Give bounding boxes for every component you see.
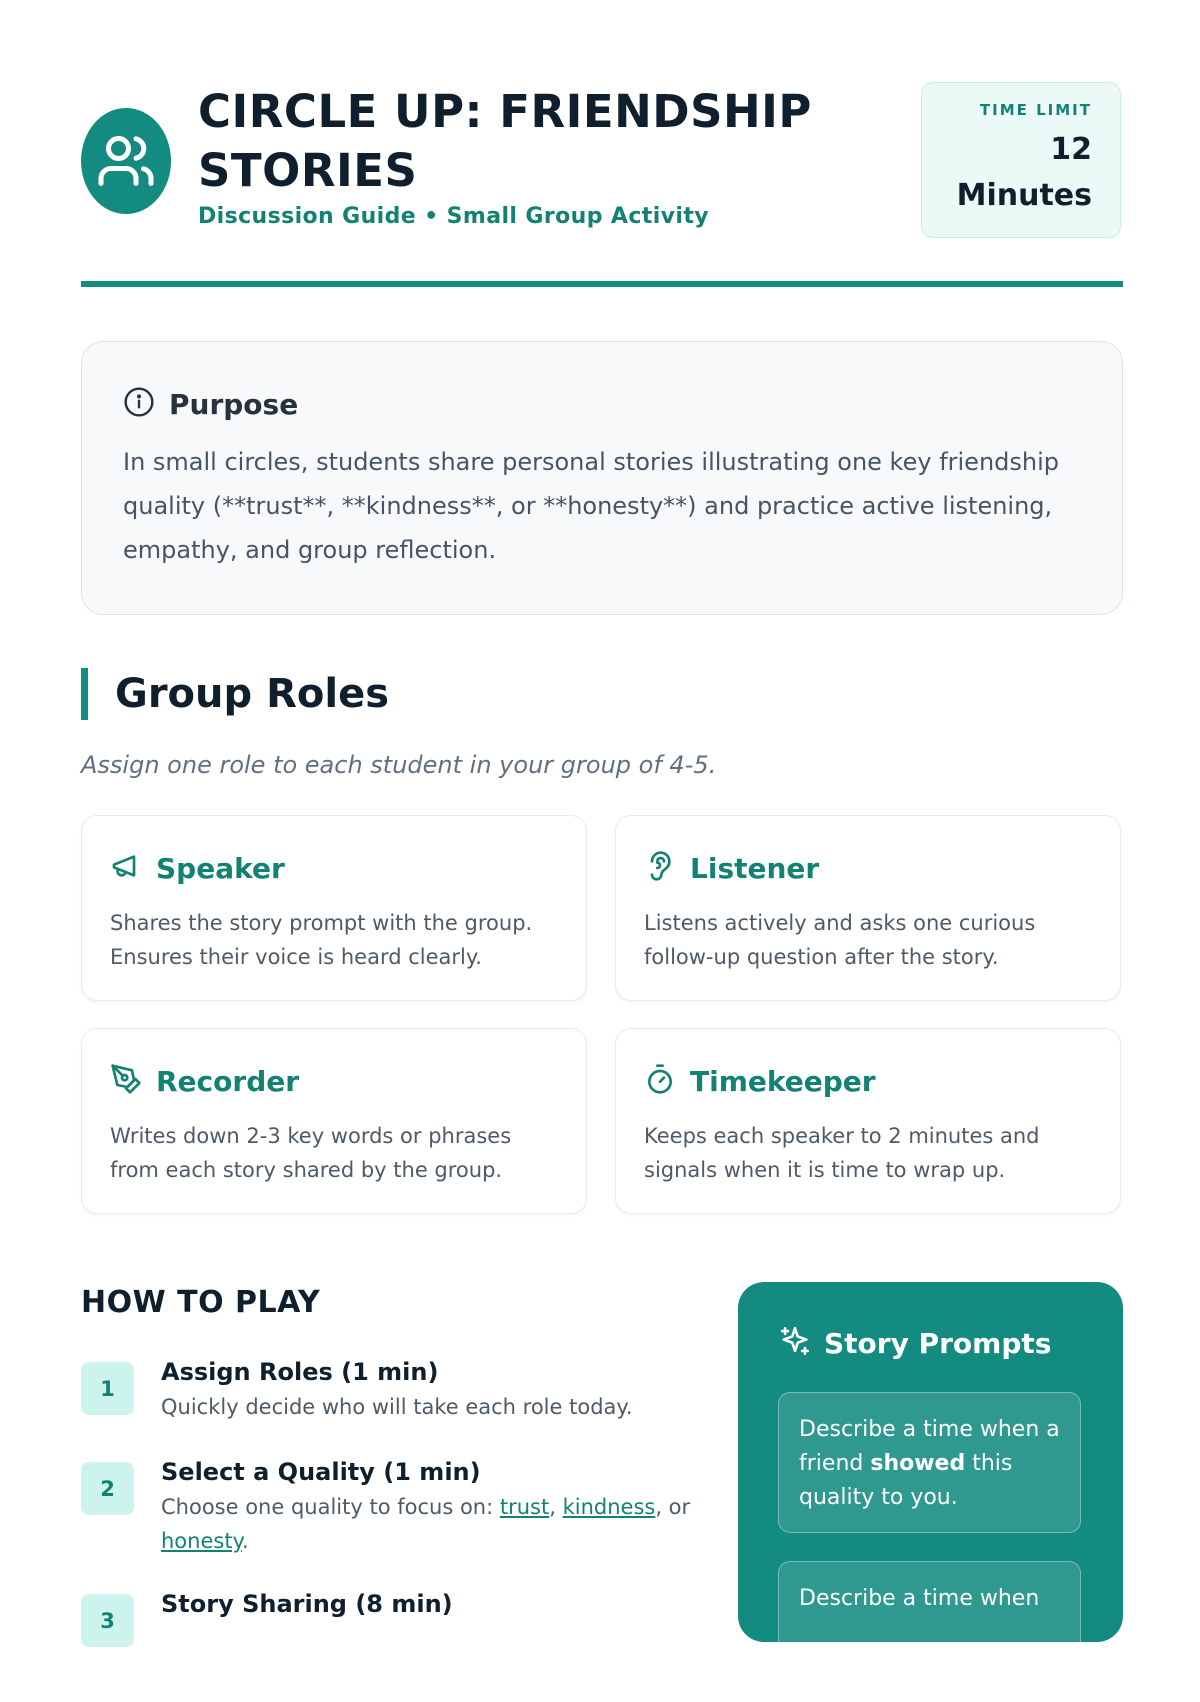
page-subtitle: Discussion Guide • Small Group Activity — [198, 204, 709, 229]
role-desc: Shares the story prompt with the group. Ensures their voice is heard clearly. — [110, 911, 533, 969]
step-item — [81, 1354, 701, 1424]
step-title: Assign Roles (1 min) — [161, 1358, 439, 1386]
time-limit-number: 12 — [1050, 132, 1092, 167]
time-limit-badge — [921, 82, 1121, 238]
quality-link-trust[interactable]: trust — [499, 1495, 550, 1519]
role-name: Speaker — [156, 851, 285, 885]
quality-link-kindness[interactable]: kindness — [562, 1495, 656, 1519]
roles-note: Assign one role to each student in your group of 4-5. — [81, 751, 717, 779]
step-item — [81, 1586, 701, 1633]
step-number: 2 — [81, 1462, 134, 1515]
how-to-play-heading: HOW TO PLAY — [81, 1285, 321, 1320]
info-icon — [123, 386, 155, 422]
purpose-panel — [81, 341, 1123, 615]
quality-link-honesty[interactable]: honesty — [161, 1529, 242, 1553]
header-divider — [81, 281, 1123, 287]
roles-heading: Group Roles — [81, 668, 389, 720]
role-desc: Listens actively and asks one curious follow-up question after the story. — [644, 911, 1036, 969]
step-number: 1 — [81, 1362, 134, 1415]
story-prompts-panel — [738, 1282, 1123, 1642]
time-limit-label: TIME LIMIT — [979, 101, 1092, 119]
timer-icon — [644, 1063, 676, 1099]
purpose-heading: Purpose — [169, 387, 299, 421]
role-desc: Writes down 2-3 key words or phrases from each story shared by the group. — [110, 1124, 512, 1182]
step-title: Story Sharing (8 min) — [161, 1590, 453, 1618]
pen-icon — [110, 1063, 142, 1099]
role-name: Listener — [690, 851, 820, 885]
role-name: Timekeeper — [690, 1064, 876, 1098]
step-desc: Choose one quality to focus on: trust, kindness, or honesty. — [161, 1495, 691, 1553]
users-icon — [81, 108, 171, 214]
sparkles-icon — [778, 1324, 812, 1362]
prompt-card: Describe a time when a friend showed this quality to you. — [778, 1392, 1081, 1533]
role-card-recorder — [81, 1028, 587, 1214]
time-limit-unit: Minutes — [956, 178, 1092, 213]
ear-icon — [644, 850, 676, 886]
role-desc: Keeps each speaker to 2 minutes and signals when it is time to wrap up. — [644, 1124, 1040, 1182]
megaphone-icon — [110, 850, 142, 886]
page-title: CIRCLE UP: FRIENDSHIP STORIES — [198, 85, 812, 197]
step-number: 3 — [81, 1594, 134, 1647]
role-card-timekeeper — [615, 1028, 1121, 1214]
role-card-listener — [615, 815, 1121, 1001]
story-prompts-heading: Story Prompts — [824, 1326, 1052, 1360]
purpose-text: In small circles, students share personal stories illustrating one key friendship quality (**trust**, **kindness**, or **honesty**) and practice active listening, empathy, and group reflection. — [123, 448, 1059, 564]
step-desc: Quickly decide who will take each role today. — [161, 1395, 633, 1419]
prompt-card: Describe a time when — [778, 1561, 1081, 1702]
role-card-speaker — [81, 815, 587, 1001]
role-name: Recorder — [156, 1064, 300, 1098]
page-header — [81, 82, 1123, 238]
step-item — [81, 1454, 701, 1558]
step-title: Select a Quality (1 min) — [161, 1458, 481, 1486]
